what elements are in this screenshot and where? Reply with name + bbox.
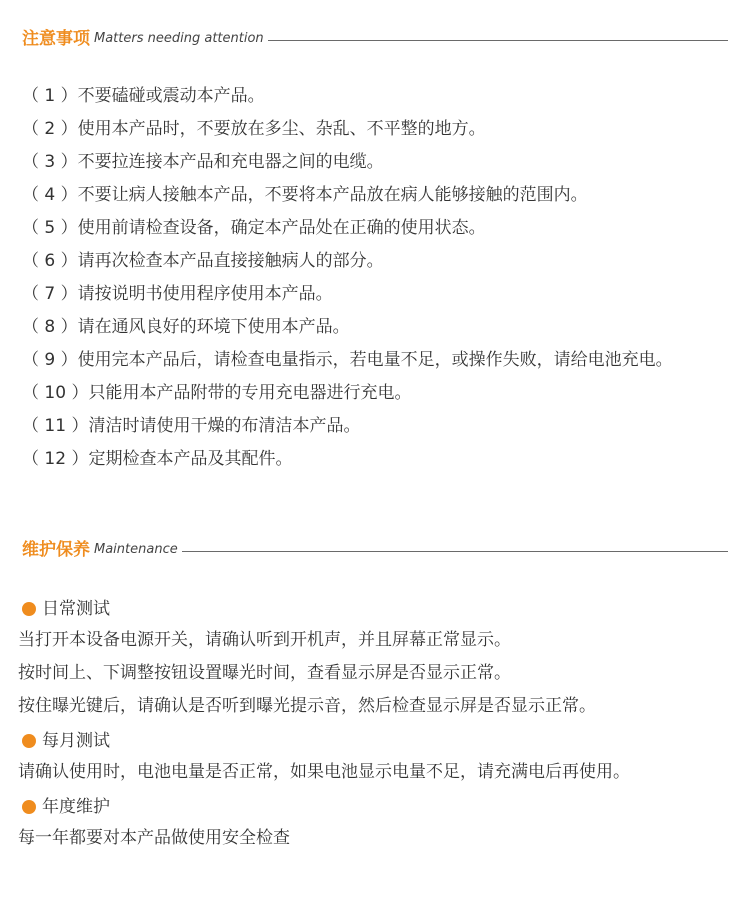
bullet-dot-icon: [22, 800, 36, 814]
list-item: （ 2 ）使用本产品时，不要放在多尘、杂乱、不平整的地方。: [22, 119, 486, 139]
notes-section-subtitle: Matters needing attention: [94, 31, 264, 46]
bullet-dot-icon: [22, 602, 36, 616]
daily-test-line: 按住曝光键后，请确认是否听到曝光提示音，然后检查显示屏是否显示正常。: [18, 696, 596, 716]
list-item: （ 6 ）请再次检查本产品直接接触病人的部分。: [22, 251, 384, 271]
list-item: （ 12 ）定期检查本产品及其配件。: [22, 449, 293, 469]
list-item: （ 4 ）不要让病人接触本产品，不要将本产品放在病人能够接触的范围内。: [22, 185, 588, 205]
maintenance-section-divider: [182, 551, 728, 552]
yearly-maintenance-label: 年度维护: [42, 796, 110, 817]
list-item: （ 8 ）请在通风良好的环境下使用本产品。: [22, 317, 350, 337]
list-item: （ 7 ）请按说明书使用程序使用本产品。: [22, 284, 333, 304]
yearly-maintenance-line: 每一年都要对本产品做使用安全检查: [18, 828, 290, 848]
notes-section-divider: [268, 40, 728, 41]
monthly-test-label: 每月测试: [42, 730, 110, 751]
daily-test-line: 当打开本设备电源开关，请确认听到开机声，并且屏幕正常显示。: [18, 630, 511, 650]
bullet-dot-icon: [22, 734, 36, 748]
yearly-maintenance-heading: [18, 790, 733, 823]
list-item: （ 11 ）清洁时请使用干燥的布清洁本产品。: [22, 416, 361, 436]
list-item: （ 1 ）不要磕碰或震动本产品。: [22, 86, 265, 106]
list-item: （ 3 ）不要拉连接本产品和充电器之间的电缆。: [22, 152, 384, 172]
list-item: （ 10 ）只能用本产品附带的专用充电器进行充电。: [22, 383, 412, 403]
notes-section-title: 注意事项: [22, 29, 90, 49]
daily-test-line: 按时间上、下调整按钮设置曝光时间，查看显示屏是否显示正常。: [18, 663, 511, 683]
list-item: （ 5 ）使用前请检查设备，确定本产品处在正确的使用状态。: [22, 218, 486, 238]
notes-section-header: [22, 27, 728, 51]
list-item: （ 9 ）使用完本产品后，请检查电量指示，若电量不足，或操作失败，请给电池充电。: [22, 350, 673, 370]
maintenance-section-title: 维护保养: [22, 540, 90, 560]
maintenance-section-subtitle: Maintenance: [94, 542, 178, 557]
monthly-test-heading: [18, 724, 733, 757]
maintenance-section-header: [22, 538, 728, 562]
daily-test-heading: [18, 592, 733, 625]
daily-test-label: 日常测试: [42, 598, 110, 619]
maintenance-content: [18, 592, 733, 856]
notes-list: [22, 83, 673, 479]
monthly-test-line: 请确认使用时，电池电量是否正常，如果电池显示电量不足，请充满电后再使用。: [18, 762, 630, 782]
